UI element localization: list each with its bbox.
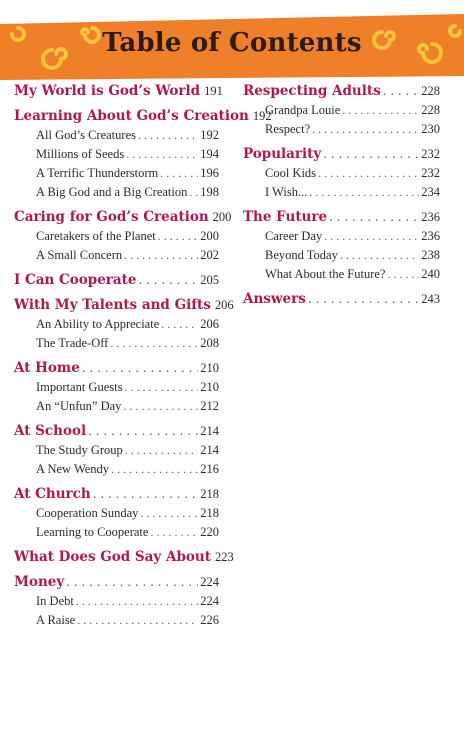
toc-subentry <box>243 227 440 246</box>
toc-entry-title: Cooperation Sunday <box>36 506 139 520</box>
toc-page-number: 220 <box>200 525 219 539</box>
title-banner <box>0 14 464 80</box>
toc-entry-title: Learning About God’s Creation <box>14 108 249 124</box>
toc-entry-title: Respecting Adults <box>243 83 381 99</box>
toc-entry-title: All God’s Creatures <box>36 128 136 142</box>
dot-leader <box>329 208 419 227</box>
dot-leader <box>160 164 198 183</box>
toc-entry-title: Beyond Today <box>265 248 338 262</box>
toc-subentry <box>14 145 219 164</box>
dot-leader <box>140 504 198 523</box>
dot-leader <box>125 441 198 460</box>
toc-page-number: 224 <box>200 594 219 608</box>
toc-section-entry <box>14 107 272 126</box>
dot-leader <box>323 145 419 164</box>
toc-subentry <box>14 246 219 265</box>
dot-leader <box>110 334 198 353</box>
dot-leader <box>342 101 419 120</box>
toc-page-number: 214 <box>200 424 219 438</box>
toc-page-number: 216 <box>200 462 219 476</box>
toc-page-number: 206 <box>200 317 219 331</box>
dot-leader <box>318 164 419 183</box>
toc-entry-title: In Debt <box>36 594 74 608</box>
toc-page-number: 198 <box>200 185 219 199</box>
toc-page-number: 200 <box>212 210 232 224</box>
toc-page-number: 214 <box>200 443 219 457</box>
toc-entry-title: Caretakers of the Planet <box>36 229 156 243</box>
toc-subentry <box>14 183 219 202</box>
dot-leader <box>340 246 419 265</box>
toc-page-number: 240 <box>421 267 440 281</box>
toc-page-number: 228 <box>421 103 440 117</box>
toc-page-number: 243 <box>421 292 440 306</box>
toc-entry-title: A Big God and a Big Creation <box>36 185 188 199</box>
dot-leader <box>387 265 419 284</box>
dot-leader <box>189 183 198 202</box>
toc-section-entry <box>14 82 223 101</box>
toc-page-number: 210 <box>200 361 219 375</box>
toc-subentry <box>243 246 440 265</box>
toc-subentry <box>243 265 440 284</box>
toc-subentry <box>14 397 219 416</box>
toc-page-number: 230 <box>421 122 440 136</box>
toc-subentry <box>243 164 440 183</box>
toc-page-number: 205 <box>200 273 219 287</box>
toc-entry-title: Cool Kids <box>265 166 317 180</box>
dot-leader <box>66 573 198 592</box>
dot-leader <box>111 460 198 479</box>
toc-subentry <box>14 611 219 630</box>
toc-page-number: 232 <box>421 147 440 161</box>
toc-page-number: 234 <box>421 185 440 199</box>
toc-page-number: 218 <box>200 506 219 520</box>
toc-entry-title: At School <box>14 423 87 439</box>
dot-leader <box>309 183 419 202</box>
toc-page-number: 236 <box>421 229 440 243</box>
dot-leader <box>158 227 199 246</box>
toc-entry-title: I Wish... <box>265 185 308 199</box>
toc-entry-title: A Small Concern <box>36 248 123 262</box>
dot-leader <box>124 378 198 397</box>
toc-section-entry <box>14 422 219 441</box>
toc-subentry <box>14 523 219 542</box>
toc-entry-title: An “Unfun” Day <box>36 399 122 413</box>
toc-page-number: 208 <box>200 336 219 350</box>
toc-subentry <box>14 592 219 611</box>
toc-entry-title: At Church <box>14 486 91 502</box>
toc-page-number: 223 <box>214 550 234 564</box>
toc-entry-title: A Raise <box>36 613 76 627</box>
toc-section-entry <box>243 145 440 164</box>
toc-subentry <box>243 120 440 139</box>
dot-leader <box>124 246 198 265</box>
toc-section-entry <box>14 296 234 315</box>
toc-subentry <box>14 164 219 183</box>
toc-subentry <box>14 504 219 523</box>
toc-page-number: 232 <box>421 166 440 180</box>
toc-page-number: 194 <box>200 147 219 161</box>
toc-entry-title: Millions of Seeds <box>36 147 125 161</box>
toc-subentry <box>243 183 440 202</box>
toc-page-number: 196 <box>200 166 219 180</box>
dot-leader <box>383 82 420 101</box>
toc-section-entry <box>14 271 219 290</box>
toc-page-number: 228 <box>421 84 440 98</box>
dot-leader <box>93 485 199 504</box>
toc-page-number: 206 <box>214 298 234 312</box>
toc-left-column <box>14 82 272 630</box>
dot-leader <box>82 359 198 378</box>
toc-section-entry <box>14 359 219 378</box>
dot-leader <box>324 227 419 246</box>
toc-page-number: 226 <box>200 613 219 627</box>
toc-page-number: 212 <box>200 399 219 413</box>
toc-subentry <box>14 441 219 460</box>
toc-section-entry <box>14 548 234 567</box>
dot-leader <box>123 397 198 416</box>
toc-page-number: 224 <box>200 575 219 589</box>
dot-leader <box>76 592 198 611</box>
dot-leader <box>88 422 198 441</box>
toc-page-number: 200 <box>200 229 219 243</box>
toc-subentry <box>243 101 440 120</box>
toc-page-number: 236 <box>421 210 440 224</box>
dot-leader <box>308 290 419 309</box>
toc-subentry <box>14 378 219 397</box>
toc-entry-title: Answers <box>243 291 306 307</box>
dot-leader <box>312 120 419 139</box>
toc-entry-title: Important Guests <box>36 380 123 394</box>
toc-page-number: 202 <box>200 248 219 262</box>
toc-entry-title: Money <box>14 574 65 590</box>
page-title: Table of Contents <box>102 28 362 58</box>
toc-page-number: 238 <box>421 248 440 262</box>
toc-page-number: 191 <box>204 84 223 98</box>
toc-page-number: 210 <box>200 380 219 394</box>
toc-section-entry <box>243 290 440 309</box>
dot-leader <box>138 126 198 145</box>
toc-entry-title: Respect? <box>265 122 311 136</box>
toc-entry-title: An Ability to Appreciate <box>36 317 160 331</box>
toc-page-number: 192 <box>252 109 272 123</box>
dot-leader <box>161 315 198 334</box>
toc-entry-title: What About the Future? <box>265 267 386 281</box>
toc-page-number: 192 <box>200 128 219 142</box>
toc-entry-title: A Terrific Thunderstorm <box>36 166 159 180</box>
toc-entry-title: Career Day <box>265 229 323 243</box>
toc-entry-title: I Can Cooperate <box>14 272 137 288</box>
toc-section-entry <box>14 573 219 592</box>
toc-section-entry <box>243 82 440 101</box>
toc-subentry <box>14 227 219 246</box>
dot-leader <box>77 611 198 630</box>
toc-entry-title: A New Wendy <box>36 462 110 476</box>
toc-entry-title: Learning to Cooperate <box>36 525 149 539</box>
toc-entry-title: What Does God Say About <box>14 549 211 565</box>
toc-page-number: 218 <box>200 487 219 501</box>
toc-entry-title: At Home <box>14 360 80 376</box>
dot-leader <box>139 271 199 290</box>
toc-entry-title: Grandpa Louie <box>265 103 341 117</box>
toc-subentry <box>14 334 219 353</box>
toc-subentry <box>14 126 219 145</box>
toc-entry-title: The Trade-Off <box>36 336 109 350</box>
dot-leader <box>150 523 198 542</box>
toc-entry-title: With My Talents and Gifts <box>14 297 211 313</box>
toc-entry-title: The Future <box>243 209 328 225</box>
dot-leader <box>126 145 198 164</box>
toc-section-entry <box>243 208 440 227</box>
toc-entry-title: The Study Group <box>36 443 123 457</box>
toc-subentry <box>14 460 219 479</box>
toc-right-column <box>243 82 440 309</box>
toc-section-entry <box>14 208 232 227</box>
toc-section-entry <box>14 485 219 504</box>
toc-entry-title: Popularity <box>243 146 322 162</box>
toc-entry-title: Caring for God’s Creation <box>14 209 209 225</box>
toc-entry-title: My World is God’s World <box>14 83 201 99</box>
toc-subentry <box>14 315 219 334</box>
